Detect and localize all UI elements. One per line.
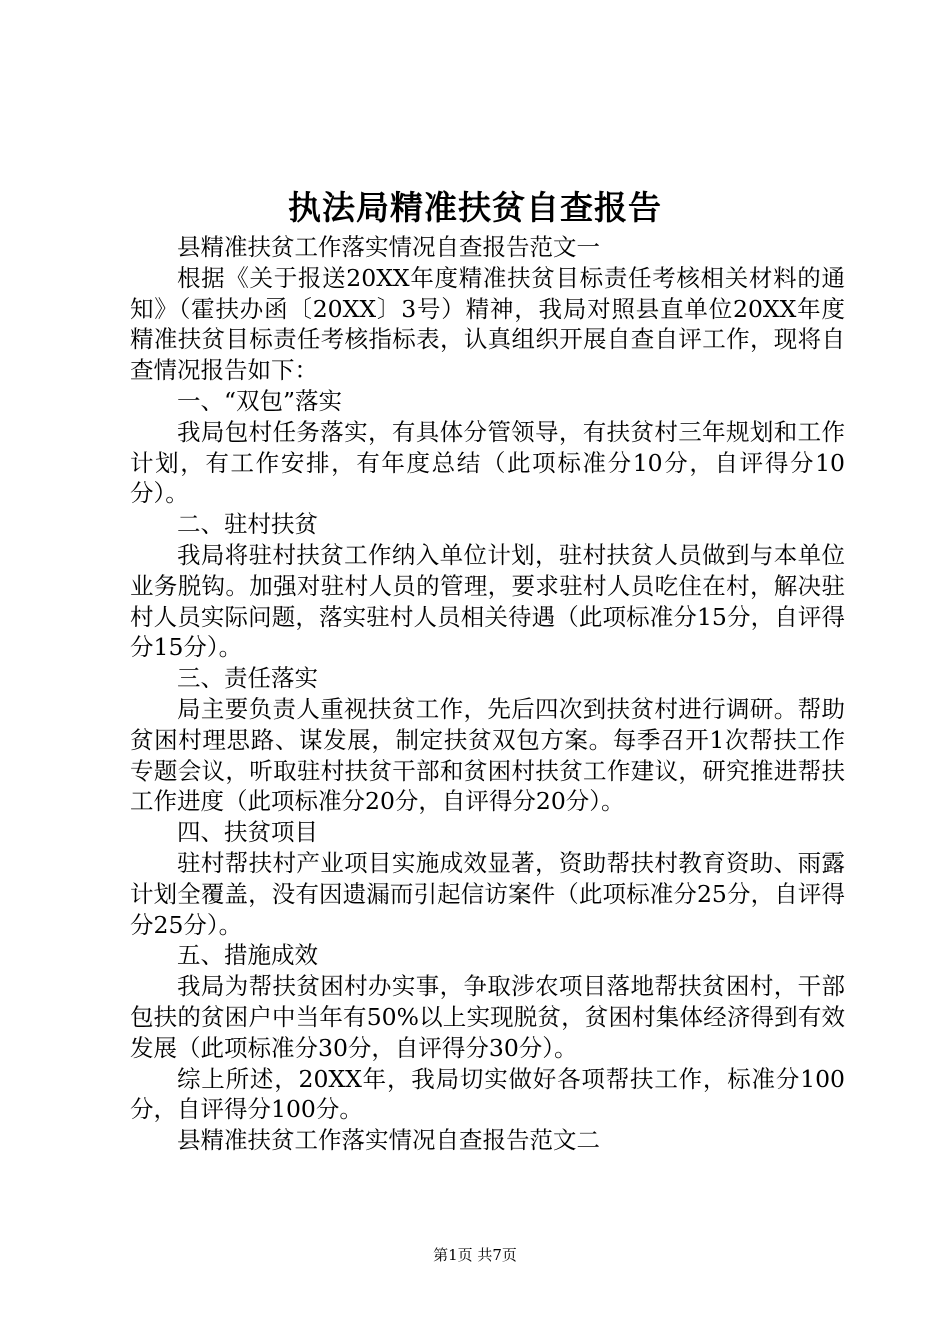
paragraph-section-4: 驻村帮扶村产业项目实施成效显著，资助帮扶村教育资助、雨露计划全覆盖，没有因遗漏而引起信访案件（此项标准分25分，自评得分25分）。 [130,848,845,939]
page-footer: 第1页 共7页 [433,1246,517,1264]
section-heading-4: 四、扶贫项目 [177,818,318,847]
section-heading-2: 二、驻村扶贫 [177,510,318,539]
paragraph-section-3: 局主要负责人重视扶贫工作，先后四次到扶贫村进行调研。帮助贫困村理思路、谋发展，制定扶贫双包方案。每季召开1次帮扶工作专题会议，听取驻村扶贫干部和贫困村扶贫工作建议，研究推进帮扶工作进度（此项标准分20分，自评得分20分）。 [130,694,845,816]
section-heading-5: 五、措施成效 [177,941,318,970]
paragraph-summary: 综上所述，20XX年，我局切实做好各项帮扶工作，标准分100分，自评得分100分。 [130,1064,845,1124]
paragraph-subtitle-2: 县精准扶贫工作落实情况自查报告范文二 [177,1126,600,1155]
document-body [130,232,845,1156]
section-heading-3: 三、责任落实 [177,664,318,693]
document-title: 执法局精准扶贫自查报告 [288,188,662,227]
paragraph-section-1: 我局包村任务落实，有具体分管领导，有扶贫村三年规划和工作计划，有工作安排，有年度总结（此项标准分10分，自评得分10分）。 [130,417,845,508]
paragraph-intro: 根据《关于报送20XX年度精准扶贫目标责任考核相关材料的通知》（霍扶办函〔20XX〕3号）精神，我局对照县直单位20XX年度精准扶贫目标责任考核指标表，认真组织开展自查自评工作，现将自查情况报告如下： [130,263,845,385]
paragraph-section-5: 我局为帮扶贫困村办实事，争取涉农项目落地帮扶贫困村，干部包扶的贫困户中当年有50%以上实现脱贫，贫困村集体经济得到有效发展（此项标准分30分，自评得分30分）。 [130,972,845,1062]
paragraph-subtitle-1: 县精准扶贫工作落实情况自查报告范文一 [177,233,600,261]
paragraph-section-2: 我局将驻村扶贫工作纳入单位计划，驻村扶贫人员做到与本单位业务脱钩。加强对驻村人员的管理，要求驻村人员吃住在村，解决驻村人员实际问题，落实驻村人员相关待遇（此项标准分15分，自评得分15分）。 [130,540,845,662]
section-heading-1: 一、“双包”落实 [177,386,343,415]
